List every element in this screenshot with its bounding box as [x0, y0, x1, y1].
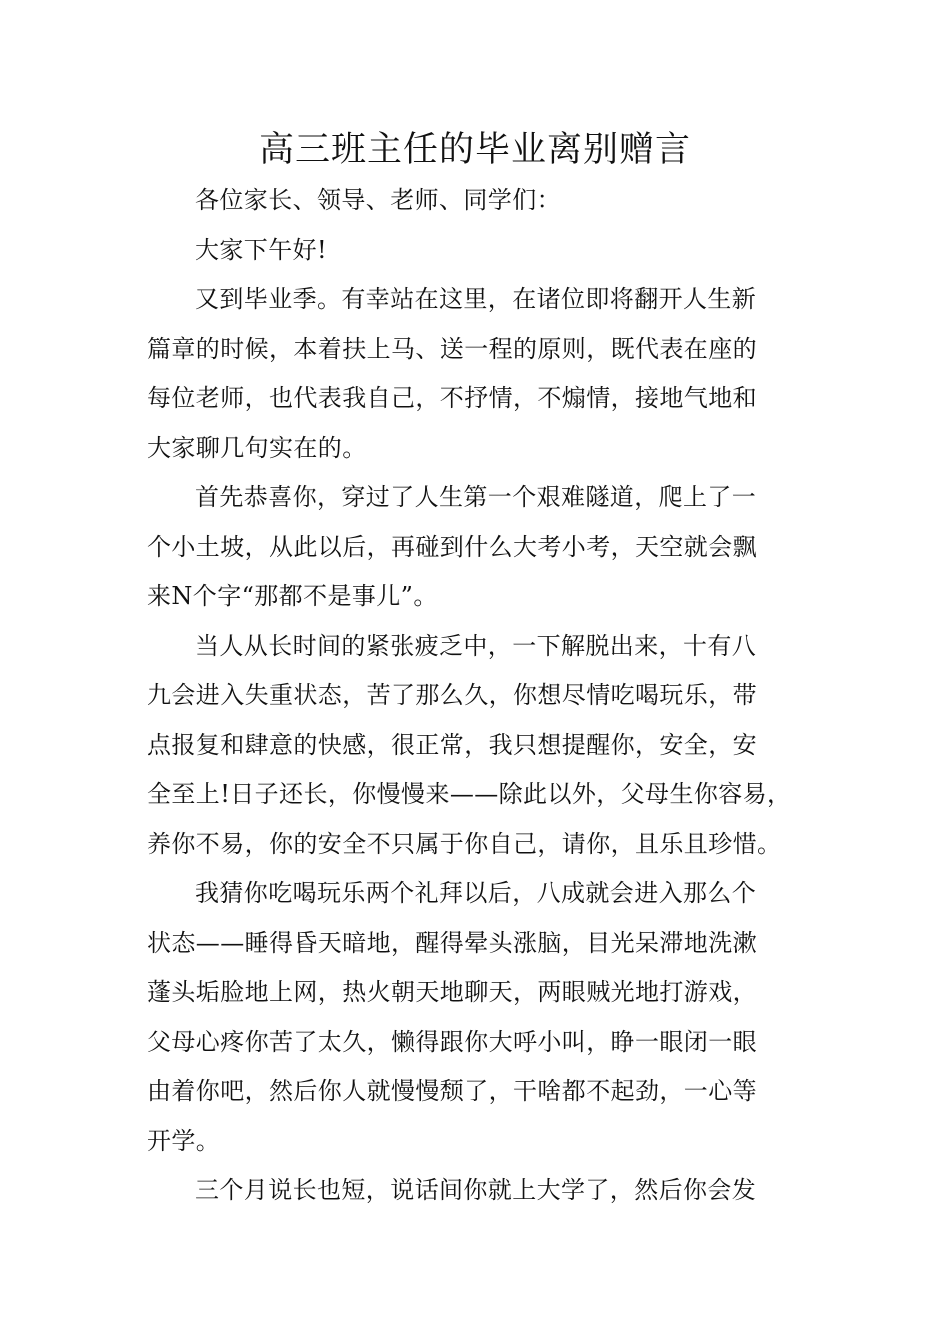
text-line: 三个月说长也短，说话间你就上大学了，然后你会发 — [195, 1176, 757, 1204]
body-paragraph — [147, 1166, 815, 1216]
text-line: 来N个字“那都不是事儿”。 — [147, 582, 438, 610]
text-line: 九会进入失重状态，苦了那么久，你想尽情吃喝玩乐，带 — [147, 681, 757, 709]
document-title: 高三班主任的毕业离别赠言 — [258, 130, 691, 170]
text-line: 各位家长、领导、老师、同学们： — [195, 186, 561, 214]
text-line: 蓬头垢脸地上网，热火朝天地聊天，两眼贼光地打游戏， — [147, 978, 757, 1006]
body-paragraph — [147, 275, 815, 473]
text-line: 点报复和肆意的快感，很正常，我只想提醒你，安全，安 — [147, 730, 757, 759]
body-paragraph — [147, 869, 815, 1166]
text-line: 篇章的时候，本着扶上马、送一程的原则，既代表在座的 — [147, 334, 757, 363]
document-body — [147, 176, 815, 1216]
text-line: 开学。 — [147, 1126, 221, 1155]
text-line: 我猜你吃喝玩乐两个礼拜以后，八成就会进入那么个 — [195, 879, 757, 907]
body-paragraph — [147, 622, 815, 870]
text-line: 父母心疼你苦了太久，懒得跟你大呼小叫，睁一眼闭一眼 — [147, 1027, 757, 1056]
text-line: 当人从长时间的紧张疲乏中，一下解脱出来，十有八 — [195, 631, 757, 660]
text-line: 由着你吧，然后你人就慢慢颓了，干啥都不起劲，一心等 — [147, 1077, 757, 1105]
text-line: 首先恭喜你，穿过了人生第一个艰难隧道，爬上了一 — [195, 483, 757, 511]
body-paragraph — [147, 473, 815, 622]
text-line: 每位老师，也代表我自己，不抒情，不煽情，接地气地和 — [147, 384, 757, 412]
text-line: 养你不易，你的安全不只属于你自己，请你，且乐且珍惜。 — [147, 829, 782, 858]
text-line: 全至上!日子还长，你慢慢来——除此以外，父母生你容易， — [147, 780, 792, 808]
text-line: 大家下午好! — [195, 235, 328, 264]
text-line: 个小土坡，从此以后，再碰到什么大考小考，天空就会飘 — [147, 532, 757, 561]
text-line: 大家聊几句实在的。 — [147, 433, 367, 462]
text-line: 又到毕业季。有幸站在这里，在诸位即将翻开人生新 — [195, 285, 757, 313]
salutation-paragraph — [147, 176, 815, 226]
greeting-paragraph — [147, 226, 815, 276]
text-line: 状态——睡得昏天暗地，醒得晕头涨脑，目光呆滞地洗漱 — [147, 928, 757, 957]
